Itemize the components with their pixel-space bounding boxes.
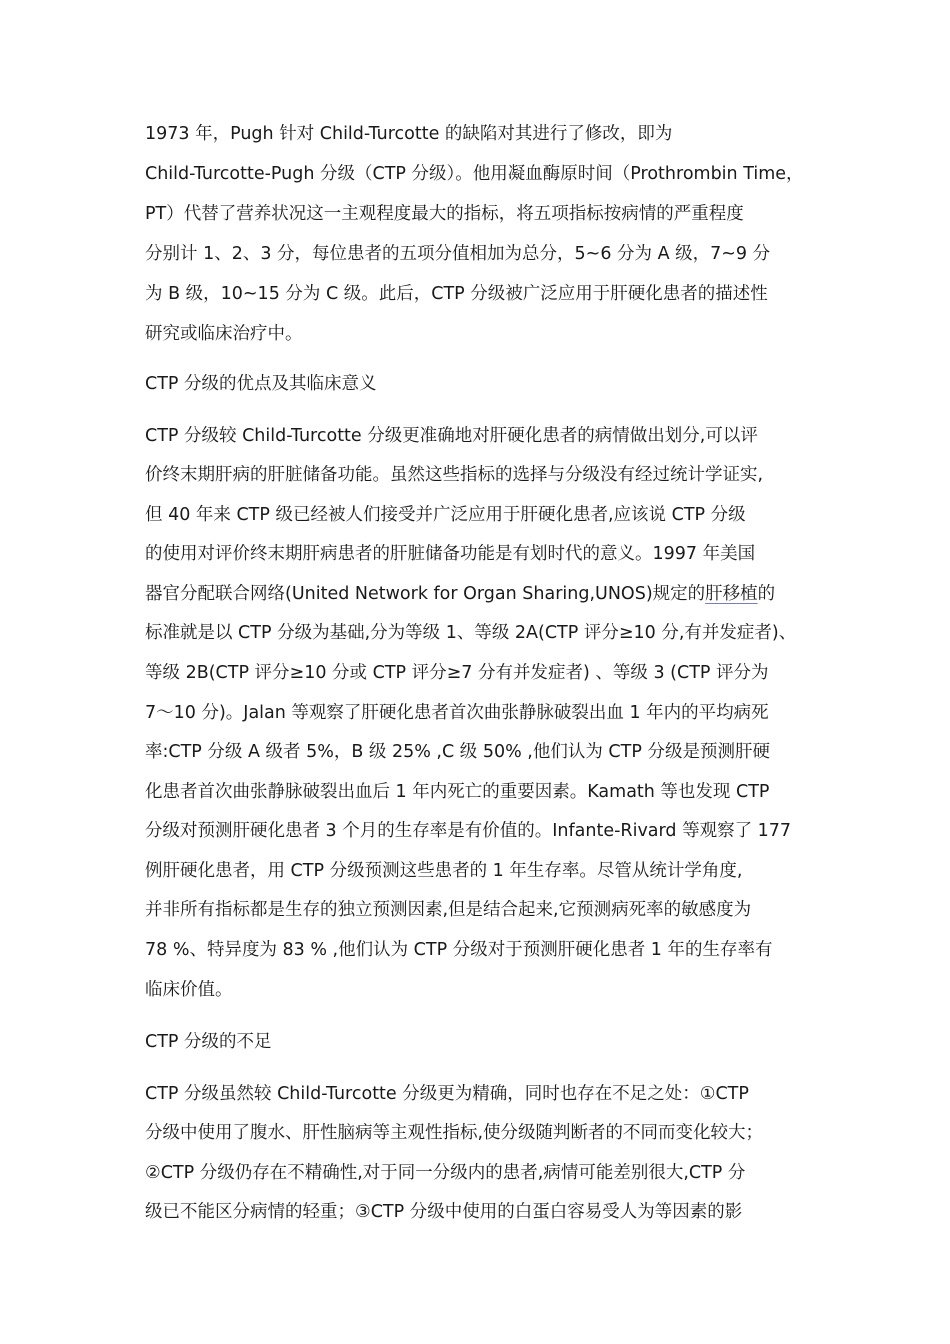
unos-text-before: 器官分配联合网络(United Network for Organ Sharing,UNOS)规定的 xyxy=(145,584,706,604)
paragraph-3-line-4: 级已不能区分病情的轻重；③CTP 分级中使用的白蛋白容易受人为等因素的影 xyxy=(145,1202,743,1222)
section-heading-limitations: CTP 分级的不足 xyxy=(145,1032,272,1052)
paragraph-2-line-7: 等级 2B(CTP 评分≥10 分或 CTP 评分≥7 分有并发症者) 、等级 3 (CTP 评分为 xyxy=(145,663,769,683)
paragraph-1-line-4: 分别计 1、2、3 分，每位患者的五项分值相加为总分，5~6 分为 A 级，7~9 分 xyxy=(145,244,771,264)
paragraph-2-line-8: 7～10 分)。Jalan 等观察了肝硬化患者首次曲张静脉破裂出血 1 年内的平均病死 xyxy=(145,703,769,723)
paragraph-2-line-11: 分级对预测肝硬化患者 3 个月的生存率是有价值的。Infante-Rivard 等观察了 177 xyxy=(145,821,792,841)
paragraph-3-line-3: ②CTP 分级仍存在不精确性,对于同一分级内的患者,病情可能差别很大,CTP 分 xyxy=(145,1163,746,1183)
paragraph-2-line-10: 化患者首次曲张静脉破裂出血后 1 年内死亡的重要因素。Kamath 等也发现 CTP xyxy=(145,782,770,802)
paragraph-1-line-5: 为 B 级，10~15 分为 C 级。此后，CTP 分级被广泛应用于肝硬化患者的描述性 xyxy=(145,284,768,304)
paragraph-2-line-2: 价终末期肝病的肝脏储备功能。虽然这些指标的选择与分级没有经过统计学证实, xyxy=(145,465,764,485)
unos-text-after: 的 xyxy=(757,584,776,604)
section-heading-advantages: CTP 分级的优点及其临床意义 xyxy=(145,374,377,394)
paragraph-1-line-3: PT）代替了营养状况这一主观程度最大的指标，将五项指标按病情的严重程度 xyxy=(145,204,744,224)
paragraph-1-line-6: 研究或临床治疗中。 xyxy=(145,324,303,344)
paragraph-2-line-9: 率:CTP 分级 A 级者 5%，B 级 25% ,C 级 50% ,他们认为 CTP 分级是预测肝硬 xyxy=(145,742,770,762)
paragraph-1-line-1: 1973 年，Pugh 针对 Child-Turcotte 的缺陷对其进行了修改，即为 xyxy=(145,124,673,144)
liver-transplant-link[interactable]: 肝移植 xyxy=(705,584,758,604)
paragraph-2-line-13: 并非所有指标都是生存的独立预测因素,但是结合起来,它预测病死率的敏感度为 xyxy=(145,900,752,920)
paragraph-2-line-3: 但 40 年来 CTP 级已经被人们接受并广泛应用于肝硬化患者,应该说 CTP 分级 xyxy=(145,505,746,525)
paragraph-2-line-6: 标准就是以 CTP 分级为基础,分为等级 1、等级 2A(CTP 评分≥10 分,有并发症者)、 xyxy=(145,623,797,643)
paragraph-1-line-2: Child-Turcotte-Pugh 分级（CTP 分级）。他用凝血酶原时间（Prothrombin Time， xyxy=(145,164,804,184)
paragraph-2-line-15: 临床价值。 xyxy=(145,980,233,1000)
paragraph-2-line-5 xyxy=(145,582,775,606)
paragraph-3-line-1: CTP 分级虽然较 Child-Turcotte 分级更为精确，同时也存在不足之处：①CTP xyxy=(145,1084,749,1104)
paragraph-3-line-2: 分级中使用了腹水、肝性脑病等主观性指标,使分级随判断者的不同而变化较大； xyxy=(145,1123,764,1143)
paragraph-2-line-12: 例肝硬化患者，用 CTP 分级预测这些患者的 1 年生存率。尽管从统计学角度, xyxy=(145,861,743,881)
paragraph-2-line-4: 的使用对评价终末期肝病患者的肝脏储备功能是有划时代的意义。1997 年美国 xyxy=(145,544,756,564)
paragraph-2-line-1: CTP 分级较 Child-Turcotte 分级更准确地对肝硬化患者的病情做出划分,可以评 xyxy=(145,426,758,446)
paragraph-2-line-14: 78 %、特异度为 83 % ,他们认为 CTP 分级对于预测肝硬化患者 1 年的生存率有 xyxy=(145,940,773,960)
